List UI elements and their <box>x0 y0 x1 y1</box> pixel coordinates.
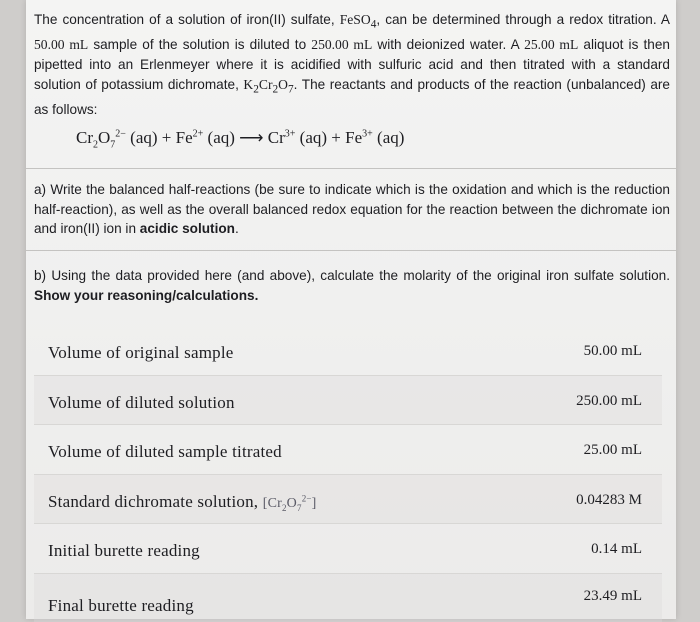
sample-volume: 50.00 mL <box>34 37 88 52</box>
product-2-charge: 3+ <box>362 128 373 139</box>
intro-text-3: sample of the solution is diluted to <box>88 37 311 52</box>
formula-subscript: 2 <box>253 83 259 95</box>
iron-sulfate-formula <box>340 12 377 27</box>
row-label: Initial burette reading <box>48 541 200 561</box>
row-label: Volume of diluted sample titrated <box>48 442 282 462</box>
formula-part: K <box>243 77 253 92</box>
intro-text-2: , can be determined through a redox titration. A <box>376 12 670 27</box>
unbalanced-reaction <box>76 128 404 150</box>
bracket-o: O <box>287 496 297 511</box>
row-label: Volume of original sample <box>48 343 234 363</box>
reactant-2-fe: Fe <box>176 128 193 147</box>
table-row <box>34 574 662 622</box>
diluted-volume: 250.00 mL <box>311 37 372 52</box>
bracket-open: [ <box>263 496 268 511</box>
reactant-1-state: (aq) + <box>126 128 176 147</box>
intro-text-5: aliquot is then pipetted into an Erlenmeyer where it is acidified with sulfuric acid and then titrated with a standard solution of potassium dichromate, <box>34 37 670 91</box>
formula-part: Cr <box>259 77 273 92</box>
section-divider <box>26 250 676 251</box>
row-label: Final burette reading <box>48 596 194 616</box>
potassium-dichromate-formula <box>243 77 293 92</box>
row-label: Volume of diluted solution <box>48 393 235 413</box>
intro-text-1: The concentration of a solution of iron(II) sulfate, <box>34 12 340 27</box>
part-a-end: . <box>235 221 239 236</box>
table-row <box>34 524 662 574</box>
formula-subscript: 7 <box>288 83 294 95</box>
reactant-1-charge: 2− <box>115 128 126 139</box>
reactant-1-cr-sub: 2 <box>93 139 98 150</box>
bracket-cr-sub: 2 <box>282 502 287 512</box>
row-label-text: Standard dichromate solution, <box>48 492 263 511</box>
section-divider <box>26 168 676 169</box>
reactant-1-o-sub: 7 <box>110 139 115 150</box>
part-b-text: b) Using the data provided here (and above), calculate the molarity of the original iron sulfate solution. <box>34 268 670 283</box>
product-2-state: (aq) <box>373 128 405 147</box>
row-value: 0.14 mL <box>591 541 642 558</box>
part-a-bold: acidic solution <box>140 221 235 236</box>
reactant-1-cr: Cr <box>76 128 93 147</box>
part-b-question <box>34 266 670 305</box>
formula-subscript: 2 <box>273 83 279 95</box>
intro-text-6: . The reactants and products of the reaction (unbalanced) are as follows: <box>34 77 670 117</box>
part-a-text: a) Write the balanced half-reactions (be sure to indicate which is the oxidation and which is the reduction half-reaction), as well as the overall balanced redox equation for the reaction between the dichromate ion and iron(II) ion in <box>34 182 670 236</box>
row-value: 23.49 mL <box>584 588 642 605</box>
table-row <box>34 475 662 525</box>
formula-subscript: 4 <box>371 19 377 31</box>
part-a-question <box>34 180 670 239</box>
table-row <box>34 326 662 376</box>
data-table <box>34 326 662 622</box>
row-label <box>48 492 317 513</box>
reactant-2-state: (aq) <box>203 128 239 147</box>
row-value: 25.00 mL <box>584 442 642 459</box>
reaction-arrow-icon: ⟶ <box>239 128 263 147</box>
table-row <box>34 376 662 426</box>
product-1-charge: 3+ <box>285 128 296 139</box>
bracket-cr: Cr <box>268 496 282 511</box>
table-row <box>34 425 662 475</box>
row-value: 250.00 mL <box>576 393 642 410</box>
intro-paragraph <box>34 10 670 119</box>
dichromate-concentration-bracket <box>263 496 317 511</box>
bracket-o-sub: 7 <box>297 502 302 512</box>
product-2-fe: Fe <box>345 128 362 147</box>
reactant-2-charge: 2+ <box>193 128 204 139</box>
intro-text-4: with deionized water. A <box>372 37 524 52</box>
aliquot-volume: 25.00 mL <box>524 37 578 52</box>
product-1-state: (aq) + <box>295 128 345 147</box>
document-page <box>26 0 676 619</box>
bracket-charge: 2− <box>302 493 312 503</box>
part-b-bold: Show your reasoning/calculations. <box>34 288 258 303</box>
bracket-close: ] <box>312 496 317 511</box>
formula-part: FeSO <box>340 12 371 27</box>
formula-part: O <box>278 77 288 92</box>
reactant-1-o: O <box>98 128 110 147</box>
row-value: 50.00 mL <box>584 343 642 360</box>
row-value: 0.04283 M <box>576 492 642 509</box>
product-1-cr: Cr <box>264 128 285 147</box>
